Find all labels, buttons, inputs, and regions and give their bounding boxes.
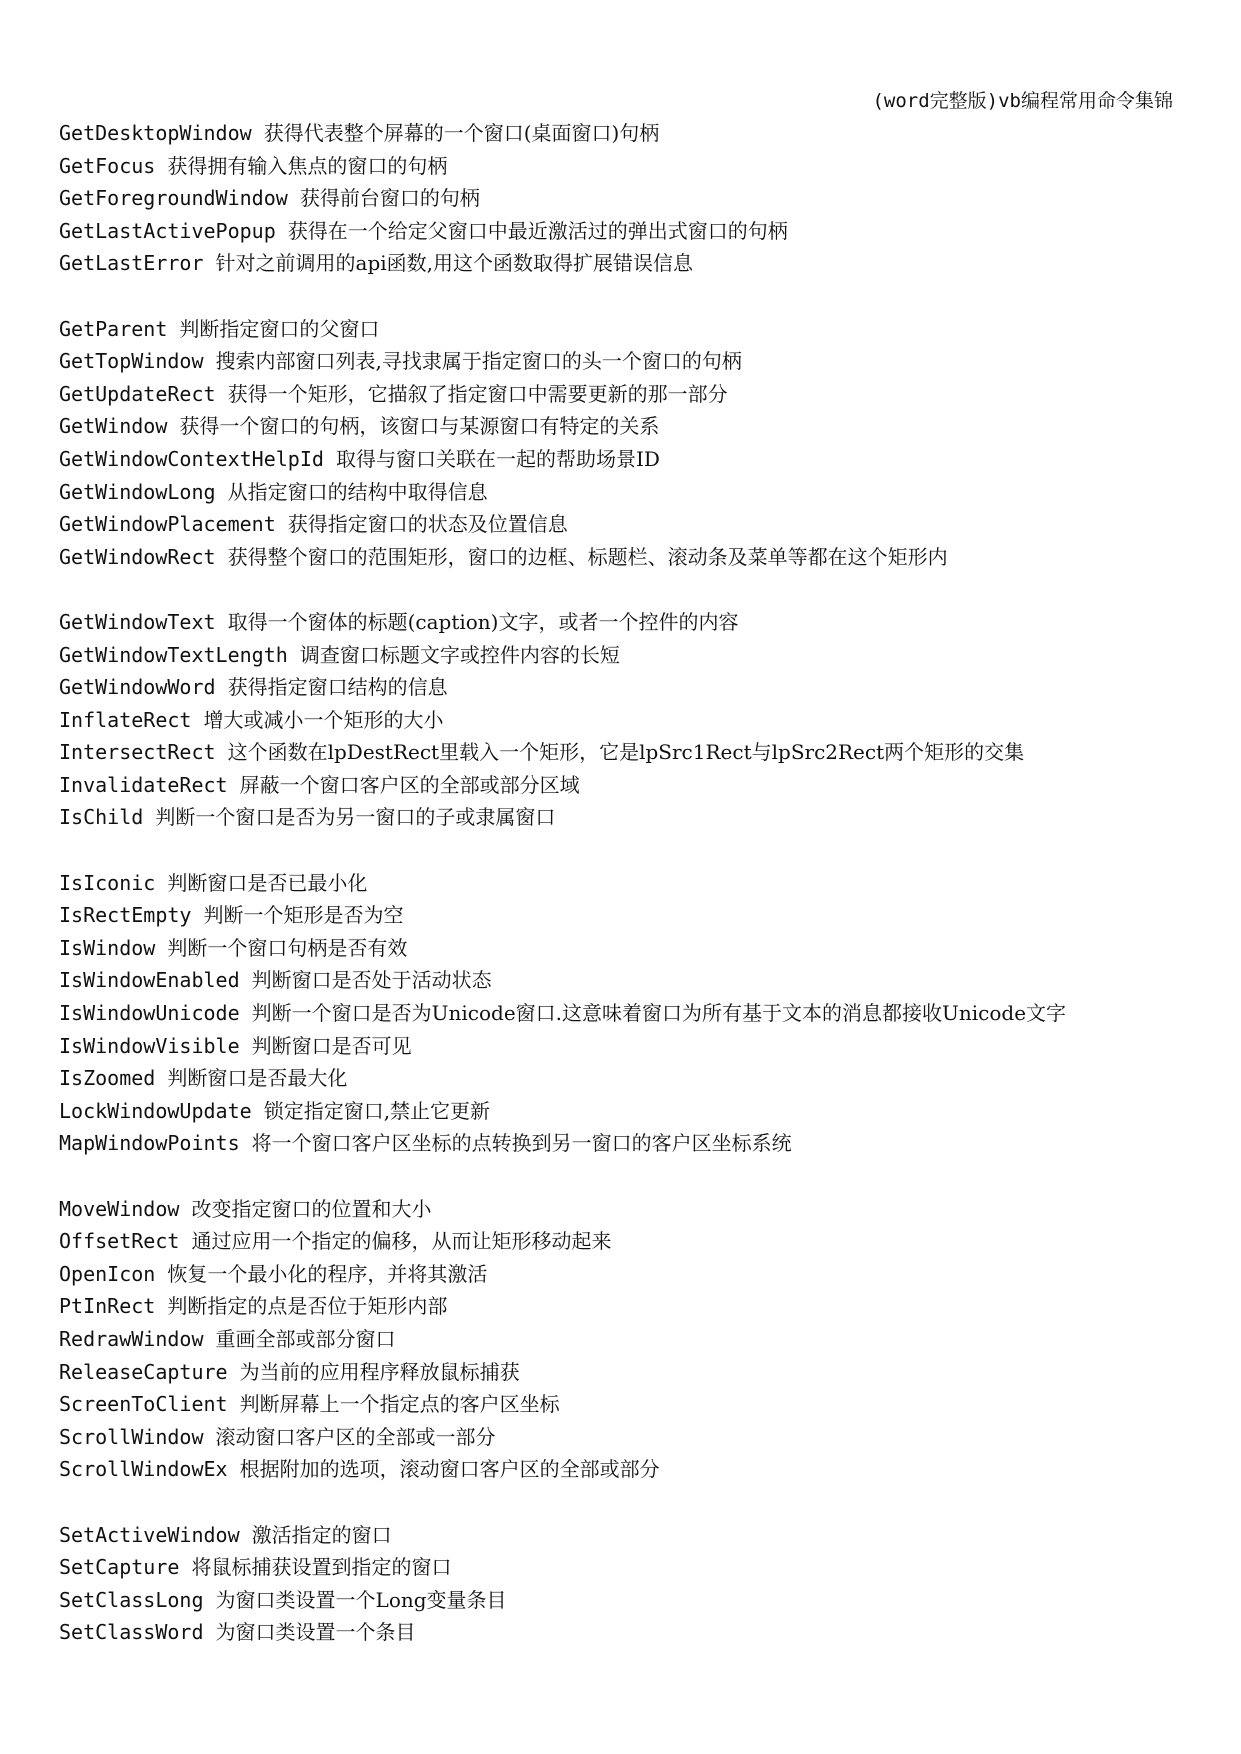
command-description: 获得在一个给定父窗口中最近激活过的弹出式窗口的句柄: [287, 218, 788, 243]
command-name: ReleaseCapture: [59, 1359, 228, 1384]
command-name: SetClassLong: [59, 1587, 204, 1612]
api-command-list: [59, 117, 1179, 1649]
command-name: ScreenToClient: [59, 1392, 228, 1417]
command-name: IntersectRect: [59, 740, 216, 765]
command-name: RedrawWindow: [59, 1326, 204, 1351]
command-description: 判断指定的点是否位于矩形内部: [167, 1294, 448, 1319]
command-entry: [59, 1062, 1179, 1095]
command-entry: [59, 541, 1179, 574]
command-description: 取得与窗口关联在一起的帮助场景ID: [335, 446, 660, 471]
command-name: IsWindowEnabled: [59, 968, 240, 993]
command-entry: [59, 117, 1179, 150]
command-entry: [59, 378, 1179, 411]
command-name: GetWindowPlacement: [59, 512, 276, 537]
command-description: 判断一个窗口句柄是否有效: [167, 935, 408, 960]
command-description: 为窗口类设置一个Long变量条目: [215, 1587, 507, 1612]
command-name: IsRectEmpty: [59, 903, 192, 928]
command-description: 恢复一个最小化的程序，并将其激活: [167, 1261, 488, 1286]
command-name: MoveWindow: [59, 1196, 180, 1221]
command-entry: [59, 1225, 1179, 1258]
command-entry: [59, 1127, 1179, 1160]
command-entry: [59, 476, 1179, 509]
command-name: ScrollWindow: [59, 1424, 204, 1449]
document-header: (word完整版)vb编程常用命令集锦: [872, 90, 1173, 112]
command-name: MapWindowPoints: [59, 1131, 240, 1156]
command-entry: [59, 932, 1179, 965]
command-entry: [59, 606, 1179, 639]
command-entry: [59, 1095, 1179, 1128]
command-entry: [59, 1421, 1179, 1454]
command-description: 滚动窗口客户区的全部或一部分: [215, 1424, 496, 1449]
group-spacer: [59, 1486, 1179, 1519]
command-name: IsZoomed: [59, 1066, 156, 1091]
command-description: 判断屏幕上一个指定点的客户区坐标: [239, 1392, 560, 1417]
command-entry: [59, 899, 1179, 932]
command-description: 调查窗口标题文字或控件内容的长短: [299, 642, 620, 667]
command-name: GetLastError: [59, 251, 204, 276]
command-name: GetForegroundWindow: [59, 186, 288, 211]
command-entry: [59, 215, 1179, 248]
command-name: GetDesktopWindow: [59, 121, 252, 145]
command-description: 获得拥有输入焦点的窗口的句柄: [167, 153, 448, 178]
command-entry: [59, 867, 1179, 900]
command-entry: [59, 1356, 1179, 1389]
command-name: SetCapture: [59, 1555, 180, 1580]
command-entry: [59, 313, 1179, 346]
command-name: InvalidateRect: [59, 772, 228, 797]
command-description: 将鼠标捕获设置到指定的窗口: [191, 1555, 452, 1580]
command-name: GetWindowRect: [59, 544, 216, 569]
command-description: 判断窗口是否处于活动状态: [251, 968, 492, 993]
command-entry: [59, 247, 1179, 280]
command-name: InflateRect: [59, 707, 192, 732]
command-description: 获得一个矩形，它描叙了指定窗口中需要更新的那一部分: [227, 381, 728, 406]
command-name: GetLastActivePopup: [59, 218, 276, 243]
command-name: SetActiveWindow: [59, 1522, 240, 1547]
command-description: 获得前台窗口的句柄: [299, 186, 480, 211]
command-description: 判断一个窗口是否为另一窗口的子或隶属窗口: [155, 805, 556, 830]
command-description: 根据附加的选项，滚动窗口客户区的全部或部分: [239, 1457, 660, 1482]
command-name: GetWindowWord: [59, 675, 216, 700]
command-entry: [59, 345, 1179, 378]
command-description: 获得一个窗口的句柄，该窗口与某源窗口有特定的关系: [179, 414, 660, 439]
command-name: IsWindowUnicode: [59, 1001, 240, 1026]
command-entry: [59, 736, 1179, 769]
command-entry: [59, 769, 1179, 802]
group-spacer: [59, 280, 1179, 313]
command-description: 获得指定窗口的状态及位置信息: [287, 512, 568, 537]
command-description: 为当前的应用程序释放鼠标捕获: [239, 1359, 520, 1384]
command-description: 获得代表整个屏幕的一个窗口(桌面窗口)句柄: [263, 121, 660, 145]
command-entry: [59, 1290, 1179, 1323]
command-entry: [59, 1551, 1179, 1584]
command-entry: [59, 1030, 1179, 1063]
command-name: IsChild: [59, 805, 144, 830]
command-name: GetParent: [59, 316, 168, 341]
command-name: GetWindow: [59, 414, 168, 439]
group-spacer: [59, 1160, 1179, 1193]
command-entry: [59, 1453, 1179, 1486]
command-entry: [59, 997, 1179, 1030]
command-description: 判断指定窗口的父窗口: [179, 316, 380, 341]
group-spacer: [59, 573, 1179, 606]
command-entry: [59, 964, 1179, 997]
command-description: 获得指定窗口结构的信息: [227, 675, 448, 700]
command-description: 为窗口类设置一个条目: [215, 1620, 416, 1645]
command-description: 取得一个窗体的标题(caption)文字，或者一个控件的内容: [227, 609, 739, 634]
command-description: 改变指定窗口的位置和大小: [191, 1196, 432, 1221]
command-entry: [59, 410, 1179, 443]
command-description: 重画全部或部分窗口: [215, 1326, 396, 1351]
command-entry: [59, 704, 1179, 737]
command-description: 通过应用一个指定的偏移，从而让矩形移动起来: [191, 1229, 612, 1254]
command-name: GetFocus: [59, 153, 156, 178]
command-description: 针对之前调用的api函数,用这个函数取得扩展错误信息: [215, 251, 694, 276]
command-description: 从指定窗口的结构中取得信息: [227, 479, 488, 504]
command-entry: [59, 671, 1179, 704]
command-entry: [59, 801, 1179, 834]
command-description: 激活指定的窗口: [251, 1522, 392, 1547]
command-name: IsWindowVisible: [59, 1033, 240, 1058]
command-name: IsWindow: [59, 935, 156, 960]
command-description: 获得整个窗口的范围矩形，窗口的边框、标题栏、滚动条及菜单等都在这个矩形内: [227, 544, 948, 569]
command-name: GetUpdateRect: [59, 381, 216, 406]
command-name: OffsetRect: [59, 1229, 180, 1254]
command-entry: [59, 443, 1179, 476]
command-name: GetWindowTextLength: [59, 642, 288, 667]
command-name: SetClassWord: [59, 1620, 204, 1645]
command-description: 判断窗口是否可见: [251, 1033, 412, 1058]
command-entry: [59, 639, 1179, 672]
command-description: 锁定指定窗口,禁止它更新: [263, 1098, 491, 1123]
command-description: 判断一个窗口是否为Unicode窗口.这意味着窗口为所有基于文本的消息都接收Unicode文字: [251, 1001, 1067, 1026]
command-entry: [59, 508, 1179, 541]
command-entry: [59, 1519, 1179, 1552]
command-name: PtInRect: [59, 1294, 156, 1319]
command-name: IsIconic: [59, 870, 156, 895]
command-name: LockWindowUpdate: [59, 1098, 252, 1123]
group-spacer: [59, 834, 1179, 867]
command-description: 这个函数在lpDestRect里载入一个矩形，它是lpSrc1Rect与lpSrc2Rect两个矩形的交集: [227, 740, 1025, 765]
command-name: OpenIcon: [59, 1261, 156, 1286]
command-description: 判断一个矩形是否为空: [203, 903, 404, 928]
command-entry: [59, 1584, 1179, 1617]
command-entry: [59, 1616, 1179, 1649]
command-description: 屏蔽一个窗口客户区的全部或部分区域: [239, 772, 580, 797]
command-name: GetWindowContextHelpId: [59, 446, 324, 471]
command-entry: [59, 150, 1179, 183]
command-description: 搜索内部窗口列表,寻找隶属于指定窗口的头一个窗口的句柄: [215, 349, 742, 374]
command-name: GetWindowLong: [59, 479, 216, 504]
command-description: 增大或减小一个矩形的大小: [203, 707, 444, 732]
command-entry: [59, 1388, 1179, 1421]
command-description: 将一个窗口客户区坐标的点转换到另一窗口的客户区坐标系统: [251, 1131, 792, 1156]
command-entry: [59, 182, 1179, 215]
command-entry: [59, 1258, 1179, 1291]
command-description: 判断窗口是否已最小化: [167, 870, 368, 895]
command-name: ScrollWindowEx: [59, 1457, 228, 1482]
command-entry: [59, 1323, 1179, 1356]
command-name: GetTopWindow: [59, 349, 204, 374]
command-entry: [59, 1193, 1179, 1226]
command-name: GetWindowText: [59, 609, 216, 634]
command-description: 判断窗口是否最大化: [167, 1066, 348, 1091]
